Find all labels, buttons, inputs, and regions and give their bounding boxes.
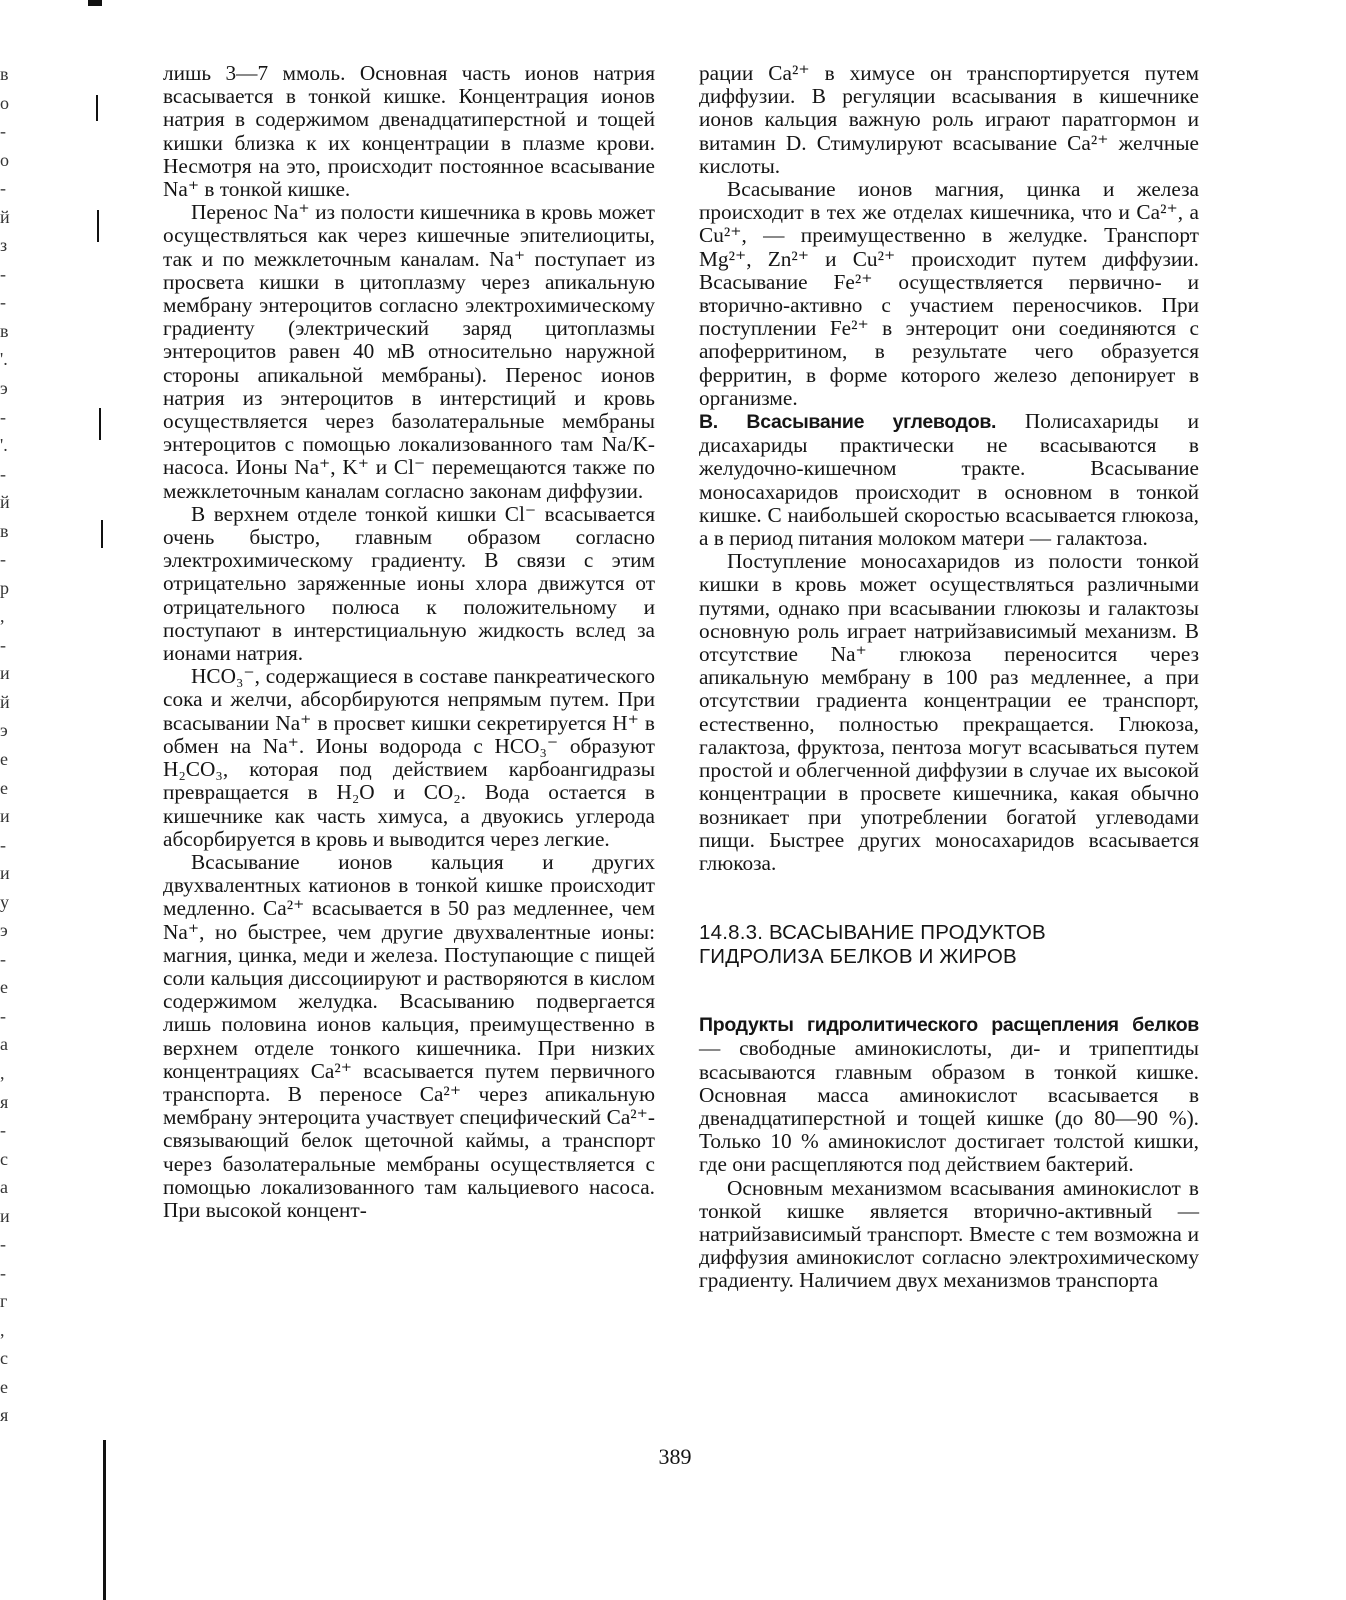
margin-fragment: я — [0, 1092, 9, 1112]
margin-fragment: й — [0, 207, 10, 227]
margin-fragment: , — [0, 1063, 5, 1083]
margin-fragment: - — [0, 1006, 6, 1026]
heading-line: ГИДРОЛИЗА БЕЛКОВ И ЖИРОВ — [699, 945, 1017, 969]
margin-fragment: - — [0, 121, 6, 141]
margin-fragment: г — [0, 1291, 8, 1311]
margin-fragment: р — [0, 578, 9, 598]
paragraph: Всасывание ионов кальция и других двухвалентных катионов в тонкой кишке происходит медленно. Ca²⁺ всасывается в 50 раз медленнее, чем Na⁺, но быстрее, чем другие двухвалентные ионы: магния, цинка, меди и железа. Поступающие с пищей соли кальция диссоциируют и растворяются в кислом содержимом желудка. Всасыванию подвергается лишь половина ионов кальция, преимущественно в верхнем отделе тонкого кишечника. При низких концентрациях Ca²⁺ всасывается путем первичного транспорта. В переносе Ca²⁺ через апикальную мембрану энтероцита участвует специфический Ca²⁺-связывающий белок щеточной каймы, а транспорт через базолатеральные мембраны осуществляется с помощью локализованного там кальциевого насоса. При высокой концент- — [163, 849, 655, 1222]
margin-fragment: з — [0, 235, 8, 255]
margin-fragment: е — [0, 749, 8, 769]
margin-fragment: я — [0, 1405, 9, 1425]
margin-fragment: - — [0, 635, 6, 655]
paragraph: лишь 3—7 ммоль. Основная часть ионов натрия всасывается в тонкой кишке. Концентрация ионов натрия в содержимом двенадцатиперстной и тощей кишки близка к их концентрации в плазме крови. Несмотря на это, происходит постоянное всасывание Na⁺ в тонкой кишке. — [163, 61, 655, 202]
margin-fragment: э — [0, 920, 8, 940]
margin-fragment: - — [0, 1234, 6, 1254]
margin-fragment: о — [0, 93, 9, 113]
margin-fragment: е — [0, 977, 8, 997]
margin-fragment: е — [0, 778, 8, 798]
run-in-heading: В. Всасывание углеводов. — [699, 411, 997, 434]
paragraph: Перенос Na⁺ из полости кишечника в кровь может осуществляться как через кишечные эпителиоциты, так и по межклеточным каналам. Na⁺ поступает из просвета кишки в цитоплазму через апикальную мембрану энтероцитов согласно электрохимическому градиенту (электрический заряд цитоплазмы энтероцитов равен 40 мВ относительно наружной стороны апикальной мембраны). Перенос ионов натрия из энтероцитов в интерстиций и кровь осуществляется через базолатеральные мембраны энтероцитов с помощью локализованного там Na/K-насоса. Ионы Na⁺, K⁺ и Cl⁻ перемещаются также по межклеточным каналам согласно законам диффузии. — [163, 200, 655, 503]
margin-fragment: - — [0, 264, 6, 284]
scan-mark-bar-4 — [101, 520, 103, 548]
margin-fragment: - — [0, 1120, 6, 1140]
margin-fragment: - — [0, 835, 6, 855]
paragraph-text: Полисахариды и дисахариды практически не всасываются в желудочно-кишечном тракте. Всасывание моносахаридов происходит в основном в тонкой кишке. С наибольшей скоростью всасывается глюкоза, а в период питания молоком матери — галактоза. — [699, 409, 1199, 551]
paragraph: Всасывание ионов магния, цинка и железа происходит в тех же отделах кишечника, что и Ca²⁺, а Cu²⁺, — преимущественно в желудке. Транспорт Mg²⁺, Zn²⁺ и Cu²⁺ происходит путем диффузии. Всасывание Fe²⁺ осуществляется первично- и вторично-активно с участием переносчиков. При поступлении Fe²⁺ в энтероцит они соединяются с апоферритином, в результате чего образуется ферритин, в форме которого железо депонирует в организме. — [699, 177, 1199, 410]
left-column — [163, 62, 655, 1222]
scan-mark-bar-2 — [97, 210, 99, 242]
section-heading — [699, 921, 1199, 969]
scan-mark-top — [88, 0, 102, 6]
margin-fragment: э — [0, 720, 8, 740]
paragraph — [699, 1013, 1199, 1176]
margin-fragment: с — [0, 1348, 8, 1368]
margin-fragment: '. — [0, 349, 8, 369]
margin-fragment: й — [0, 692, 10, 712]
margin-fragment: в — [0, 521, 9, 541]
paragraph — [699, 410, 1199, 550]
paragraph: В верхнем отделе тонкой кишки Cl⁻ всасывается очень быстро, главным образом согласно электрохимическому градиенту. В связи с этим отрицательно заряженные ионы хлора движутся от отрицательного полюса к положительному и поступают в интерстициальную жидкость вслед за ионами натрия. — [163, 501, 655, 666]
margin-fragment: - — [0, 549, 6, 569]
scan-mark-bar-1 — [96, 95, 98, 121]
margin-fragment: с — [0, 1149, 8, 1169]
margin-fragment: в — [0, 321, 9, 341]
paragraph: HCO₃⁻, содержащиеся в составе панкреатического сока и желчи, абсорбируются непрямым путем. При всасывании Na⁺ в просвет кишки секретируется H⁺ в обмен на Na⁺. Ионы водорода с HCO₃⁻ образуют H₂CO₃, которая под действием карбоангидразы превращается в H₂O и CO₂. Вода остается в кишечнике как часть химуса, а двуокись углерода абсорбируется в кровь и выводится через легкие. — [163, 664, 655, 851]
right-column — [699, 62, 1199, 1293]
margin-fragment: - — [0, 292, 6, 312]
margin-fragment: в — [0, 64, 9, 84]
margin-fragment: а — [0, 1177, 8, 1197]
margin-fragment: - — [0, 178, 6, 198]
margin-fragment: и — [0, 806, 10, 826]
paragraph: Основным механизмом всасывания аминокислот в тонкой кишке является вторично-активный — натрийзависимый транспорт. Вместе с тем возможна и диффузия аминокислот согласно электрохимическому градиенту. Наличием двух механизмов транспорта — [699, 1175, 1199, 1293]
margin-fragment: , — [0, 606, 5, 626]
margin-fragment: и — [0, 663, 10, 683]
scan-mark-bar-5 — [103, 1440, 106, 1600]
paragraph: Поступление моносахаридов из полости тонкой кишки в кровь может осуществляться различными путями, однако при всасывании глюкозы и галактозы основную роль играет натрийзависимый механизм. В отсутствие Na⁺ глюкоза переносится через апикальную мембрану в 100 раз медленнее, а при отсутствии градиента концентрации ее транспорт, естественно, полностью прекращается. Глюкоза, галактоза, фруктоза, пентоза могут всасываться путем простой и облегченной диффузии в случае их высокой концентрации в просвете кишечника, какая обычно возникает при употреблении богатой углеводами пищи. Быстрее других моносахаридов всасывается глюкоза. — [699, 549, 1199, 875]
margin-fragment: у — [0, 892, 9, 912]
heading-line: 14.8.3. ВСАСЫВАНИЕ ПРОДУКТОВ — [699, 921, 1046, 945]
run-in-heading: Продукты гидролитического расщепления белков — [699, 1014, 1199, 1037]
margin-fragment: '. — [0, 435, 8, 455]
margin-fragment: и — [0, 1206, 10, 1226]
margin-fragment: - — [0, 464, 6, 484]
margin-fragment: е — [0, 1377, 8, 1397]
margin-fragment: о — [0, 150, 9, 170]
margin-fragment: - — [0, 1263, 6, 1283]
margin-fragment: э — [0, 378, 8, 398]
margin-fragment: , — [0, 1320, 5, 1340]
scan-mark-bar-3 — [99, 408, 101, 440]
margin-fragment: и — [0, 863, 10, 883]
paragraph: рации Ca²⁺ в химусе он транспортируется путем диффузии. В регуляции всасывания в кишечнике ионов кальция важную роль играют паратгормон и витамин D. Стимулируют всасывание Ca²⁺ желчные кислоты. — [699, 61, 1199, 178]
paragraph-text: — свободные аминокислоты, ди- и трипептиды всасываются главным образом в тонкой кишке. Основная масса аминокислот всасывается в двенадцатиперстной и тощей кишке (до 80—90 %). Только 10 % аминокислот достигает толстой кишки, где они расщепляются под действием бактерий. — [699, 1036, 1199, 1177]
margin-fragment: - — [0, 949, 6, 969]
margin-fragment: й — [0, 492, 10, 512]
margin-fragment: - — [0, 407, 6, 427]
page-number: 389 — [658, 1444, 692, 1469]
margin-fragment: а — [0, 1034, 8, 1054]
